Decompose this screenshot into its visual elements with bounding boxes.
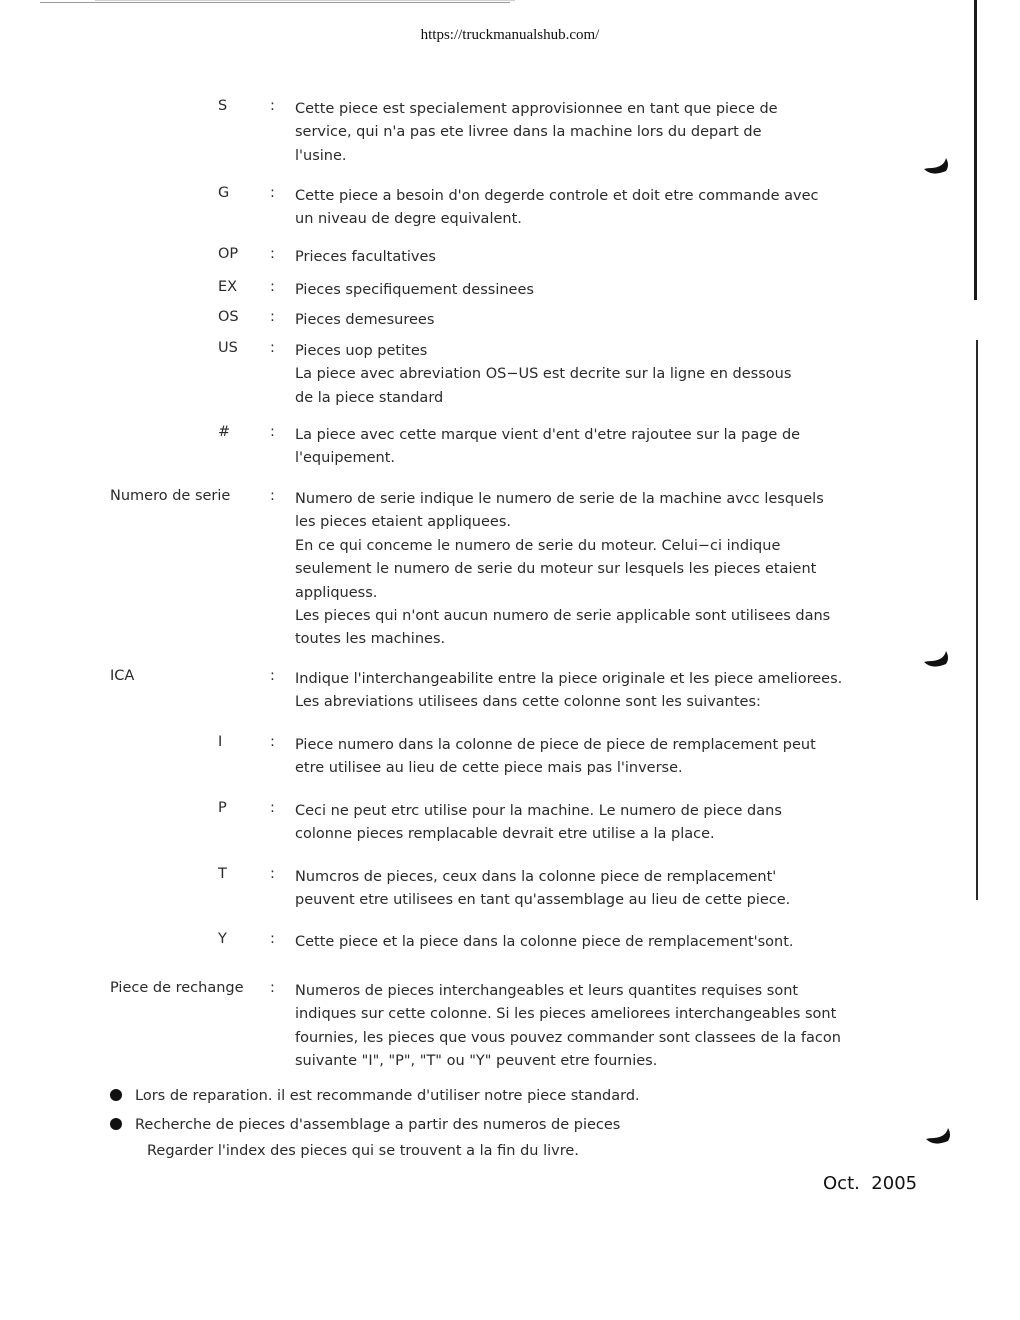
scan-edge-bar — [974, 0, 977, 300]
scan-edge-line — [95, 0, 515, 1]
section-term: Numero de serie — [110, 488, 231, 504]
colon: : — [270, 931, 275, 947]
desc-line: les pieces etaient appliquees. — [295, 514, 511, 531]
desc-line: fournies, les pieces que vous pouvez commander sont classees de la facon — [295, 1029, 841, 1046]
desc-line: un niveau de degre equivalent. — [295, 211, 522, 228]
bullet-icon — [110, 1118, 122, 1130]
colon: : — [270, 424, 275, 440]
abbr-description — [295, 309, 865, 332]
abbr-code: OP — [218, 246, 239, 262]
colon: : — [270, 800, 275, 816]
section-term: ICA — [110, 668, 135, 684]
colon: : — [270, 488, 275, 504]
colon: : — [270, 668, 275, 684]
abbr-code: Y — [218, 931, 227, 947]
abbr-description — [295, 424, 865, 471]
abbr-description — [295, 279, 865, 302]
colon: : — [270, 309, 275, 325]
colon: : — [270, 734, 275, 750]
abbr-description — [295, 931, 865, 954]
desc-line: de la piece standard — [295, 389, 444, 406]
binder-hole-mark-icon — [922, 157, 950, 177]
scan-edge-line — [40, 2, 510, 3]
desc-line: Indique l'interchangeabilite entre la piece originale et les piece ameliorees. — [295, 671, 843, 687]
desc-line: Numero de serie indique le numero de serie de la machine avcc lesquels — [295, 491, 824, 507]
desc-line: seulement le numero de serie du moteur sur lesquels les pieces etaient — [295, 561, 817, 578]
note-item — [110, 1088, 640, 1104]
desc-line: toutes les machines. — [295, 631, 446, 648]
note-text: Lors de reparation. il est recommande d'utiliser notre piece standard. — [135, 1088, 640, 1104]
note-subtext: Regarder l'index des pieces qui se trouvent a la fin du livre. — [147, 1143, 579, 1159]
desc-line: indiques sur cette colonne. Si les pieces ameliorees interchangeables sont — [295, 1006, 837, 1023]
desc-line: Piece numero dans la colonne de piece de piece de remplacement peut — [295, 737, 816, 753]
colon: : — [270, 866, 275, 882]
abbr-code: P — [218, 800, 227, 816]
abbr-code: S — [218, 98, 228, 114]
desc-line: l'equipement. — [295, 450, 396, 467]
desc-line: peuvent etre utilisees en tant qu'assemblage au lieu de cette piece. — [295, 892, 791, 909]
abbr-description — [295, 800, 865, 847]
abbr-code: T — [218, 866, 227, 882]
desc-line: suivante "I", "P", "T" ou "Y" peuvent etre fournies. — [295, 1053, 658, 1070]
desc-line: Numcros de pieces, ceux dans la colonne piece de remplacement' — [295, 869, 777, 885]
colon: : — [270, 980, 275, 996]
desc-line: Prieces facultatives — [295, 249, 436, 265]
abbr-code: # — [218, 424, 231, 440]
abbr-description — [295, 185, 865, 232]
desc-line: Pieces uop petites — [295, 343, 428, 359]
section-description — [295, 980, 865, 1074]
desc-line: colonne pieces remplacable devrait etre utilise a la place. — [295, 826, 715, 843]
desc-line: En ce qui conceme le numero de serie du moteur. Celui−ci indique — [295, 537, 781, 554]
colon: : — [270, 185, 275, 201]
desc-line: Cette piece a besoin d'on degerde controle et doit etre commande avec — [295, 188, 819, 204]
abbr-description — [295, 734, 865, 781]
abbr-code: EX — [218, 279, 238, 295]
desc-line: service, qui n'a pas ete livree dans la machine lors du depart de — [295, 124, 762, 141]
abbr-description — [295, 866, 865, 913]
colon: : — [270, 98, 275, 114]
note-text: Recherche de pieces d'assemblage a partir des numeros de pieces — [135, 1117, 621, 1133]
desc-line: l'usine. — [295, 147, 347, 164]
bullet-icon — [110, 1089, 122, 1101]
desc-line: etre utilisee au lieu de cette piece mais pas l'inverse. — [295, 760, 683, 777]
colon: : — [270, 246, 275, 262]
abbr-code: G — [218, 185, 230, 201]
scan-edge-bar — [976, 340, 978, 900]
section-description — [295, 668, 865, 715]
desc-line: Pieces specifiquement dessinees — [295, 282, 534, 298]
desc-line: La piece avec abreviation OS−US est decrite sur la ligne en dessous — [295, 366, 792, 383]
desc-line: Les abreviations utilisees dans cette colonne sont les suivantes: — [295, 694, 761, 711]
abbr-description — [295, 340, 865, 410]
abbr-code: I — [218, 734, 223, 750]
abbr-code: US — [218, 340, 238, 356]
desc-line: Les pieces qui n'ont aucun numero de serie applicable sont utilisees dans — [295, 608, 831, 625]
desc-line: Cette piece est specialement approvisionnee en tant que piece de — [295, 101, 778, 117]
abbr-code: OS — [218, 309, 239, 325]
abbr-description — [295, 98, 865, 168]
colon: : — [270, 340, 275, 356]
page-url: https://truckmanualshub.com/ — [420, 27, 600, 43]
abbr-description — [295, 246, 865, 269]
section-description — [295, 488, 865, 652]
desc-line: Cette piece et la piece dans la colonne piece de remplacement'sont. — [295, 934, 794, 950]
note-item — [110, 1117, 620, 1133]
desc-line: Pieces demesurees — [295, 312, 435, 328]
desc-line: Ceci ne peut etrc utilise pour la machine. Le numero de piece dans — [295, 803, 782, 819]
document-date: Oct. 2005 — [823, 1173, 918, 1194]
desc-line: appliquess. — [295, 584, 378, 601]
binder-hole-mark-icon — [924, 1127, 952, 1147]
section-term: Piece de rechange — [110, 980, 244, 996]
desc-line: La piece avec cette marque vient d'ent d'etre rajoutee sur la page de — [295, 427, 801, 443]
binder-hole-mark-icon — [922, 650, 950, 670]
colon: : — [270, 279, 275, 295]
desc-line: Numeros de pieces interchangeables et leurs quantites requises sont — [295, 983, 799, 999]
